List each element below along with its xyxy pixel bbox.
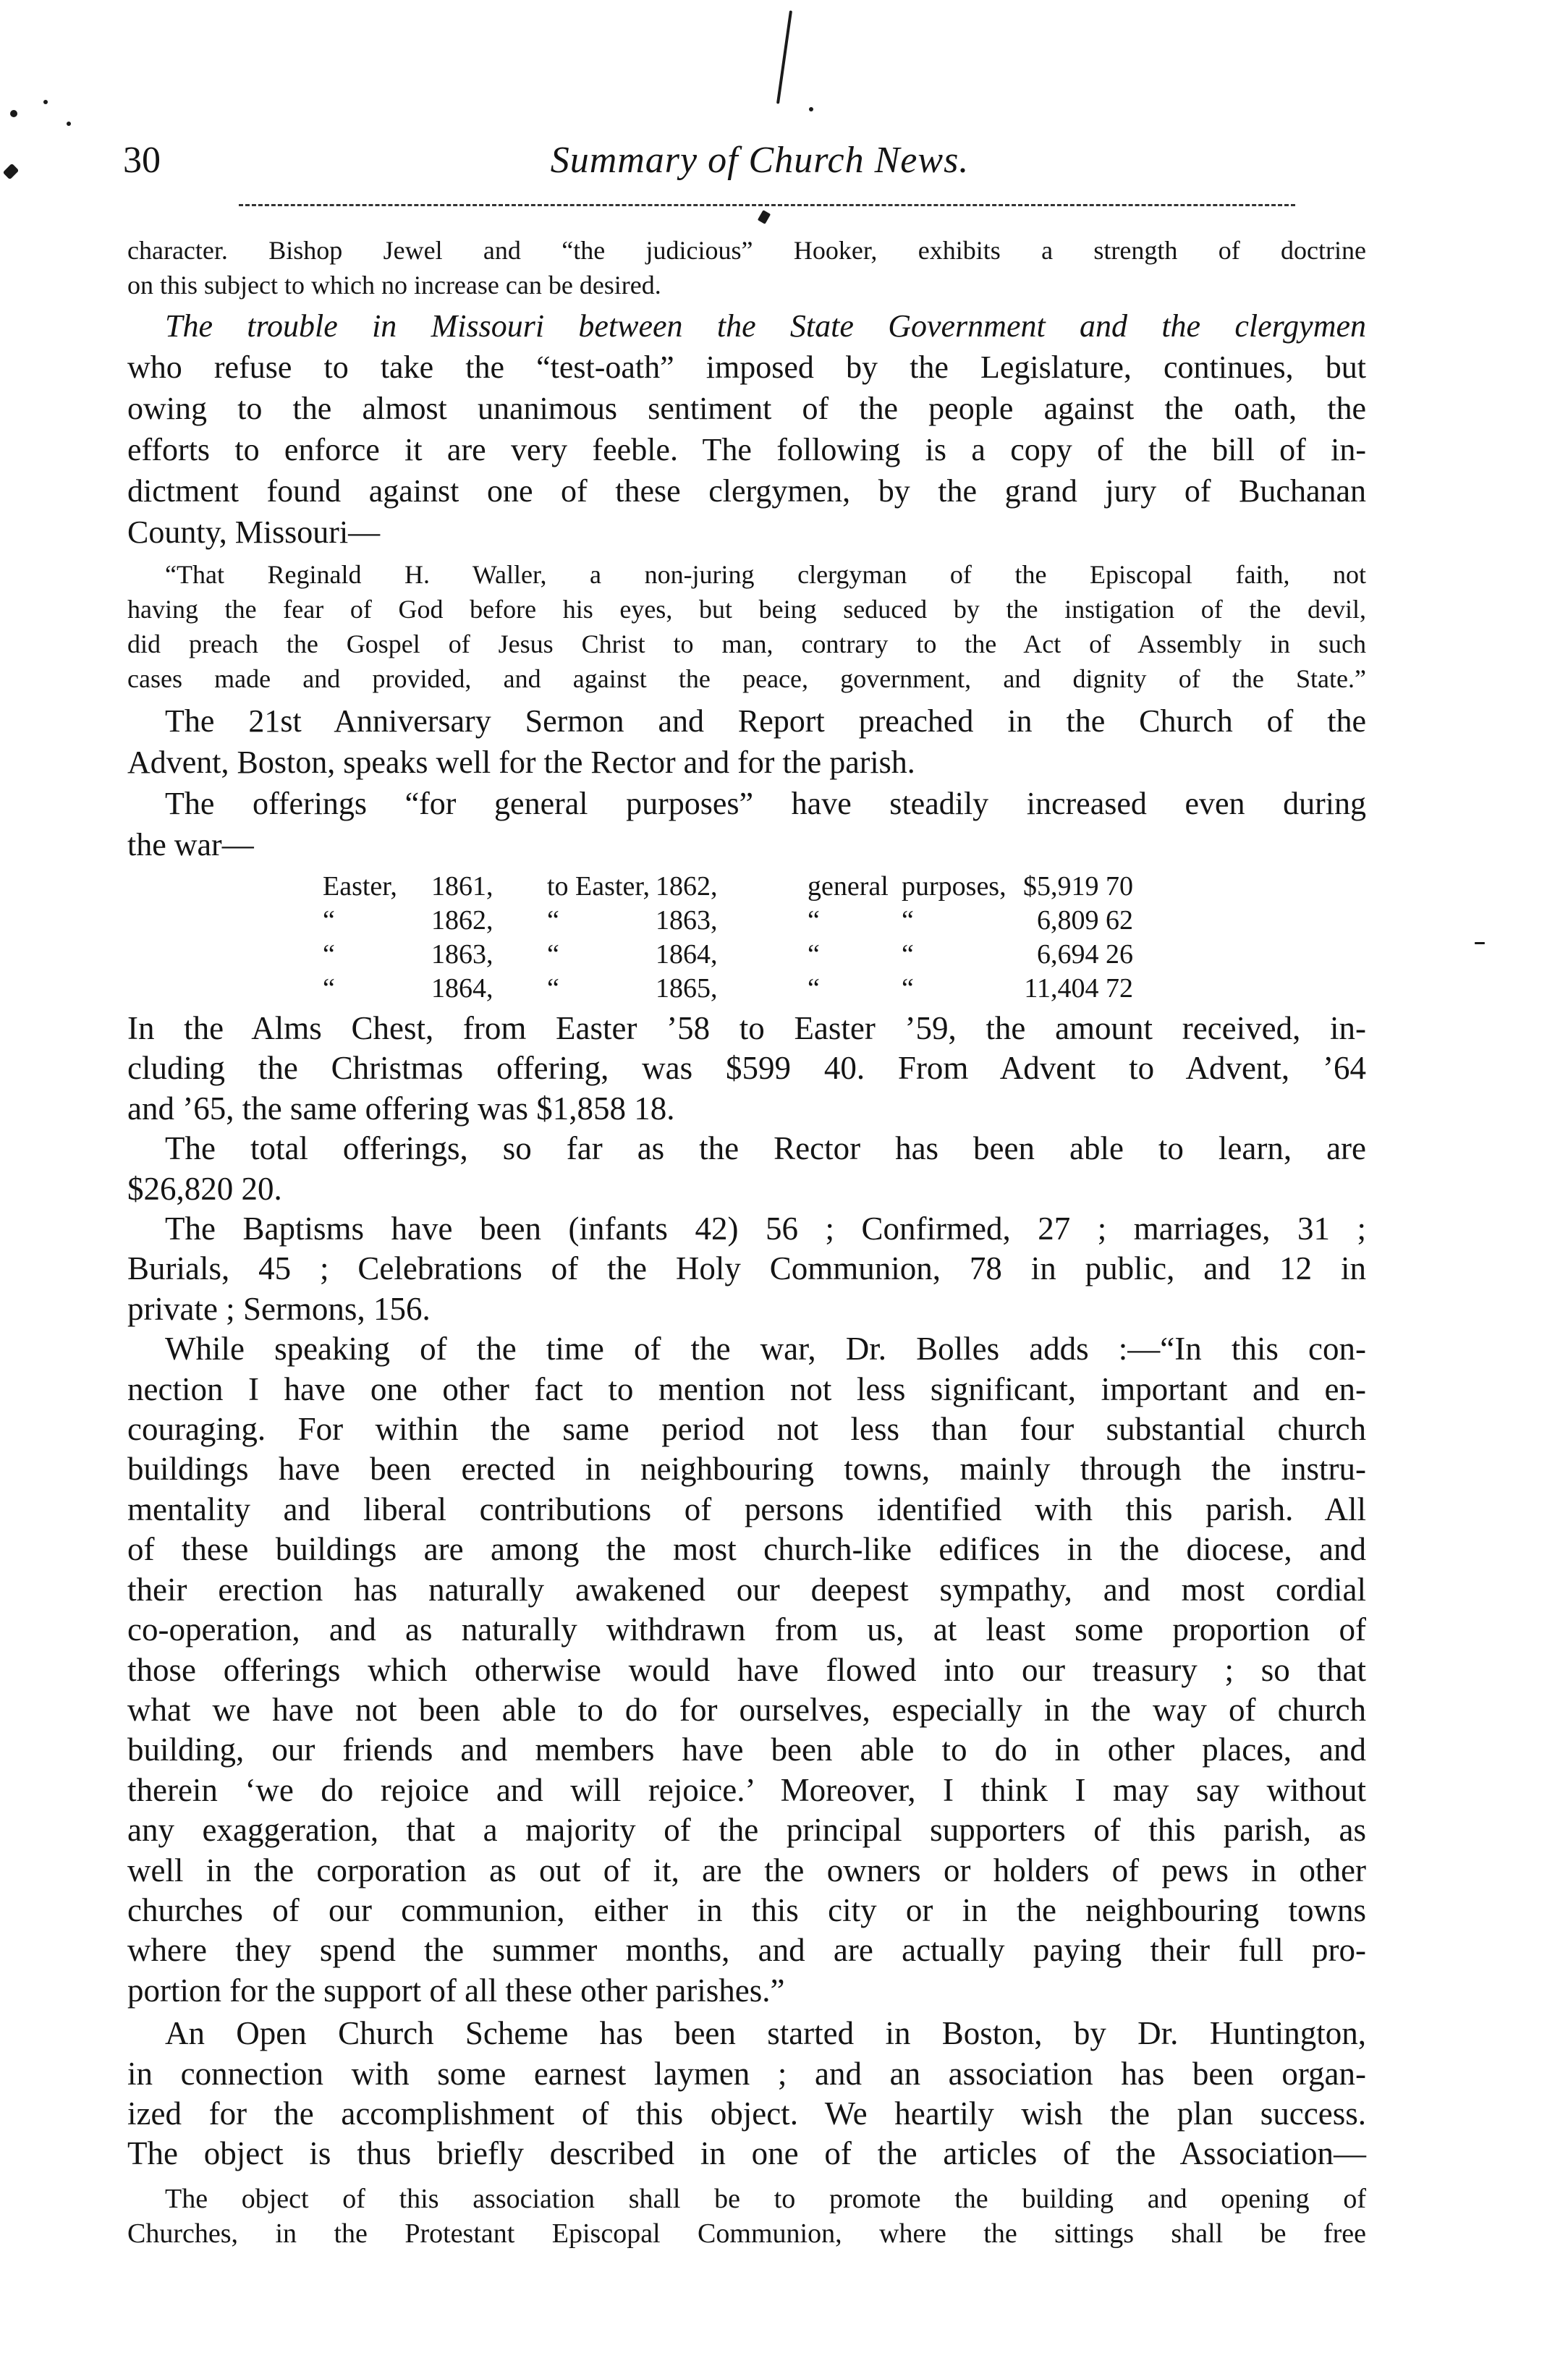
text-line: private ; Sermons, 156. [127,1290,431,1327]
text-line: The 21st Anniversary Sermon and Report preached in the Church of the [165,703,1366,739]
text-line-italic: The trouble in Missouri between the State Government and the clergymen [165,308,1366,344]
text-line: owing to the almost unanimous sentiment of the people against the oath, the [127,391,1366,426]
scan-speck [67,122,71,126]
text-line: ized for the accomplishment of this object. We heartily wish the plan success. [127,2095,1366,2132]
table-cell: “ [808,939,820,970]
text-line: those offerings which otherwise would have flowed into our treasury ; so that [127,1651,1366,1688]
text-line: $26,820 20. [127,1170,282,1207]
text-line: the war— [127,827,254,862]
table-cell: purposes, [902,871,1007,902]
table-cell: “ [547,939,559,970]
table-cell: “ [808,973,820,1004]
table-cell: 1865, [656,973,718,1004]
scan-speck [1475,942,1485,944]
table-cell: “ [323,905,335,936]
paragraph-baptisms [127,1209,1366,1329]
text-line: what we have not been able to do for ourselves, especially in the way of church [127,1691,1366,1728]
text-line: The object of this association shall be to promote the building and opening of [165,2183,1366,2214]
table-cell: “ [323,939,335,970]
paragraph-missouri [127,305,1366,553]
table-cell: “ [323,973,335,1004]
table-cell: 1861, [431,871,493,902]
paragraph-bishop-jewel [127,233,1366,302]
text-line: who refuse to take the “test-oath” imposed by the Legislature, continues, but [127,349,1366,385]
text-line: Burials, 45 ; Celebrations of the Holy Communion, 78 in public, and 12 in [127,1250,1366,1287]
text-line: did preach the Gospel of Jesus Christ to man, contrary to the Act of Assembly in such [127,629,1366,658]
text-line: The offerings “for general purposes” have steadily increased even during [165,786,1366,821]
text-line [127,305,1366,347]
text-line: An Open Church Scheme has been started in Boston, by Dr. Huntington, [165,2015,1366,2052]
text-line: churches of our communion, either in this city or in the neighbouring towns [127,1891,1366,1928]
table-cell: “ [547,973,559,1004]
table-cell: “ [808,905,820,936]
table-cell: 1862, [656,871,718,902]
text-line: of these buildings are among the most church-like edifices in the diocese, and [127,1531,1366,1568]
paragraph-open-church-scheme [127,2014,1366,2174]
text-line: Churches, in the Protestant Episcopal Communion, where the sittings shall be free [127,2218,1366,2249]
text-line: where they spend the summer months, and are actually paying their full pro- [127,1932,1366,1969]
table-row [323,870,1366,904]
running-title: Summary of Church News. [550,140,970,181]
table-cell: 1863, [656,905,718,936]
text-line: “That Reginald H. Waller, a non-juring clergyman of the Episcopal faith, not [165,560,1366,589]
text-line: and ’65, the same offering was $1,858 18. [127,1090,675,1127]
table-cell: general [808,871,889,902]
table-cell: “ [547,905,559,936]
table-cell: to Easter, [547,871,650,902]
scan-speck [809,107,813,111]
text-line: cluding the Christmas offering, was $599 40. From Advent to Advent, ’64 [127,1050,1366,1087]
scan-speck [3,164,20,180]
offerings-table [323,870,1366,1006]
article-body [127,233,1366,2251]
table-cell: 1862, [431,905,493,936]
page-header [123,139,1397,190]
text-line: character. Bishop Jewel and “the judicious” Hooker, exhibits a strength of doctrine [127,236,1366,265]
text-line: mentality and liberal contributions of persons identified with this parish. All [127,1491,1366,1527]
text-line: therein ‘we do rejoice and will rejoice.’ Moreover, I think I may say without [127,1771,1366,1808]
paragraph-alms-chest [127,1009,1366,1129]
text-line: In the Alms Chest, from Easter ’58 to Easter ’59, the amount received, in- [127,1010,1366,1046]
text-line: While speaking of the time of the war, Dr. Bolles adds :—“In this con- [165,1331,1366,1368]
text-line: cases made and provided, and against the peace, government, and dignity of the State.” [127,664,1366,693]
scan-speck [43,100,48,104]
paragraph-total-offerings [127,1129,1366,1209]
table-cell-amount: $5,919 70 [1023,871,1133,902]
table-row [323,972,1366,1006]
table-cell-amount: 11,404 72 [1024,973,1133,1004]
text-line: building, our friends and members have been able to do in other places, and [127,1731,1366,1768]
table-cell-amount: 6,694 26 [1037,939,1133,970]
table-cell: 1863, [431,939,493,970]
paragraph-offerings [127,783,1366,865]
paragraph-dr-bolles [127,1329,1366,2011]
text-line: having the fear of God before his eyes, but being seduced by the instigation of the devil, [127,595,1366,624]
text-line: any exaggeration, that a majority of the principal supporters of this parish, as [127,1812,1366,1849]
text-line: well in the corporation as out of it, are the owners or holders of pews in other [127,1852,1366,1888]
table-cell: “ [902,973,914,1004]
table-cell: “ [902,905,914,936]
text-line: co-operation, and as naturally withdrawn from us, at least some proportion of [127,1611,1366,1648]
header-rule [239,204,1295,206]
paragraph-anniversary [127,700,1366,783]
table-cell: 1864, [656,939,718,970]
table-cell: Easter, [323,871,397,902]
indictment-quote [127,557,1366,696]
text-line: Advent, Boston, speaks well for the Rector and for the parish. [127,745,915,780]
text-line: The total offerings, so far as the Rector has been able to learn, are [165,1130,1366,1167]
text-line: nection I have one other fact to mention not less significant, important and en- [127,1370,1366,1407]
table-row [323,904,1366,938]
text-line: The object is thus briefly described in one of the articles of the Association— [127,2135,1366,2172]
text-line: in connection with some earnest laymen ; and an association has been organ- [127,2055,1366,2092]
table-row [323,938,1366,972]
scan-speck [758,210,771,224]
table-cell-amount: 6,809 62 [1037,905,1133,936]
text-line: couraging. For within the same period not less than four substantial church [127,1411,1366,1448]
scan-mark [776,10,792,103]
text-line: The Baptisms have been (infants 42) 56 ; Confirmed, 27 ; marriages, 31 ; [165,1211,1366,1247]
scan-speck [10,110,17,117]
association-article-quote [127,2182,1366,2251]
text-line: on this subject to which no increase can be desired. [127,271,661,300]
text-line: buildings have been erected in neighbouring towns, mainly through the instru- [127,1451,1366,1488]
text-line: County, Missouri— [127,514,381,550]
text-line: efforts to enforce it are very feeble. The following is a copy of the bill of in- [127,432,1366,467]
text-line: portion for the support of all these other parishes.” [127,1972,785,2009]
page-number: 30 [123,140,161,181]
text-line: dictment found against one of these clergymen, by the grand jury of Buchanan [127,473,1366,509]
table-cell: 1864, [431,973,493,1004]
text-line: their erection has naturally awakened our deepest sympathy, and most cordial [127,1571,1366,1608]
table-cell: “ [902,939,914,970]
